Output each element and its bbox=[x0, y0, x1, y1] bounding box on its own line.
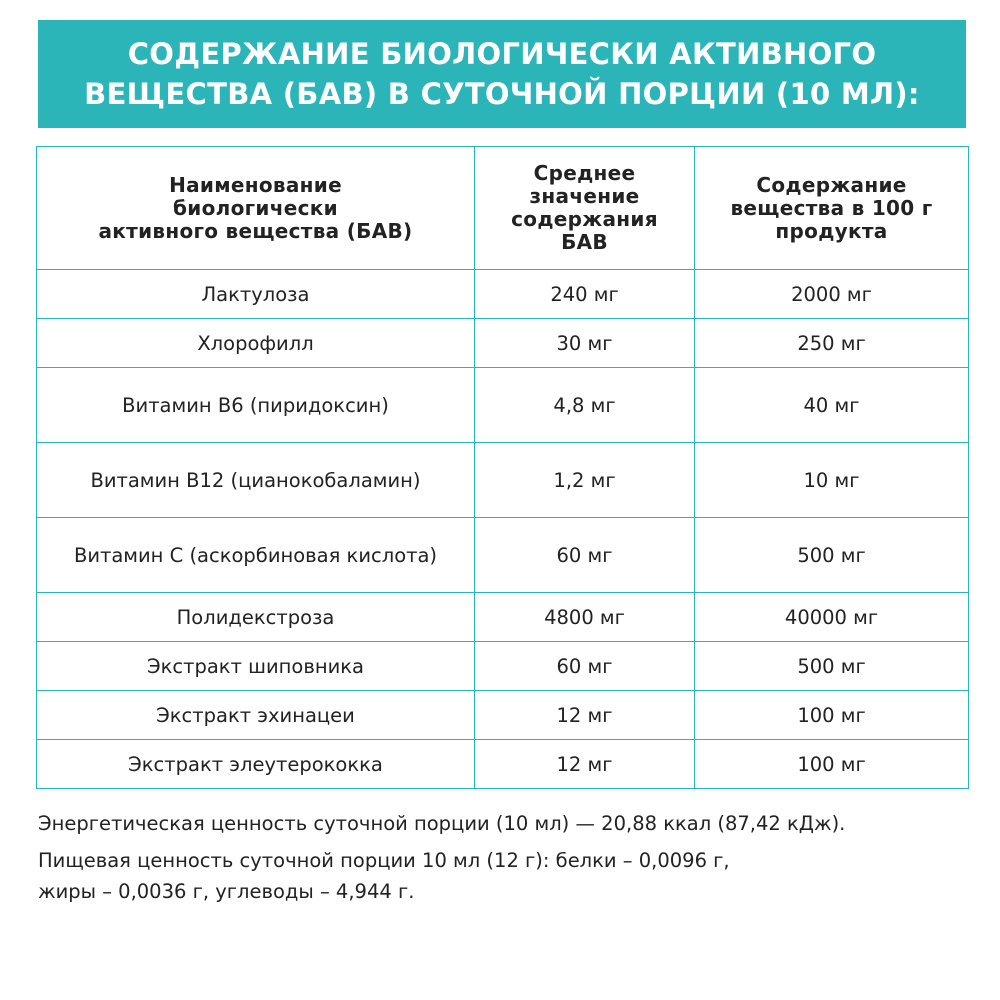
header-average-content bbox=[475, 147, 695, 270]
header-text-line: Содержание bbox=[756, 172, 907, 197]
nutrition-value-text-line-1: Пищевая ценность суточной порции 10 мл (12 г): белки – 0,0096 г, bbox=[38, 849, 730, 872]
table-row bbox=[37, 319, 969, 368]
header-text-line: содержания bbox=[511, 207, 658, 231]
header-content-per-100g bbox=[695, 147, 969, 270]
cell-per-100g: 250 мг bbox=[695, 319, 969, 368]
energy-value-text: Энергетическая ценность суточной порции (10 мл) — 20,88 ккал (87,42 кДж). bbox=[38, 812, 846, 835]
cell-average: 240 мг bbox=[475, 270, 695, 319]
table-row bbox=[37, 691, 969, 740]
cell-substance: Полидекстроза bbox=[37, 593, 475, 642]
banner-title-line-1: СОДЕРЖАНИЕ БИОЛОГИЧЕСКИ АКТИВНОГО bbox=[127, 37, 877, 71]
cell-average: 4800 мг bbox=[475, 593, 695, 642]
header-text-line: биологически bbox=[173, 195, 338, 220]
cell-substance: Экстракт элеутерококка bbox=[37, 740, 475, 789]
cell-substance: Витамин С (аскорбиновая кислота) bbox=[37, 518, 475, 593]
header-text-line: продукта bbox=[775, 218, 888, 243]
cell-per-100g: 10 мг bbox=[695, 443, 969, 518]
nutrition-footer bbox=[38, 808, 978, 907]
table-row bbox=[37, 740, 969, 789]
cell-substance: Экстракт шиповника bbox=[37, 642, 475, 691]
header-substance-name bbox=[37, 147, 475, 270]
cell-average: 1,2 мг bbox=[475, 443, 695, 518]
header-text-line: БАВ bbox=[561, 230, 608, 254]
cell-per-100g: 100 мг bbox=[695, 691, 969, 740]
cell-per-100g: 100 мг bbox=[695, 740, 969, 789]
table-header-row bbox=[37, 147, 969, 270]
title-banner bbox=[38, 20, 966, 128]
table-row bbox=[37, 443, 969, 518]
cell-average: 12 мг bbox=[475, 740, 695, 789]
table-row bbox=[37, 270, 969, 319]
table-row bbox=[37, 368, 969, 443]
banner-title-line-2: ВЕЩЕСТВА (БАВ) В СУТОЧНОЙ ПОРЦИИ (10 МЛ): bbox=[84, 77, 920, 111]
cell-per-100g: 40000 мг bbox=[695, 593, 969, 642]
cell-average: 60 мг bbox=[475, 642, 695, 691]
cell-per-100g: 500 мг bbox=[695, 642, 969, 691]
header-text-line: вещества в 100 г bbox=[730, 195, 933, 220]
cell-average: 30 мг bbox=[475, 319, 695, 368]
cell-average: 60 мг bbox=[475, 518, 695, 593]
table-row bbox=[37, 593, 969, 642]
cell-average: 12 мг bbox=[475, 691, 695, 740]
cell-average: 4,8 мг bbox=[475, 368, 695, 443]
nutrition-value-text-line-2: жиры – 0,0036 г, углеводы – 4,944 г. bbox=[38, 880, 415, 903]
header-text-line: Среднее bbox=[533, 161, 636, 185]
header-text-line: активного вещества (БАВ) bbox=[98, 218, 413, 243]
cell-substance: Хлорофилл bbox=[37, 319, 475, 368]
cell-per-100g: 500 мг bbox=[695, 518, 969, 593]
cell-per-100g: 40 мг bbox=[695, 368, 969, 443]
cell-substance: Витамин В12 (цианокобаламин) bbox=[37, 443, 475, 518]
cell-substance: Витамин В6 (пиридоксин) bbox=[37, 368, 475, 443]
cell-substance: Лактулоза bbox=[37, 270, 475, 319]
table-row bbox=[37, 518, 969, 593]
header-text-line: Наименование bbox=[169, 172, 342, 197]
cell-substance: Экстракт эхинацеи bbox=[37, 691, 475, 740]
bav-content-table bbox=[36, 146, 969, 789]
cell-per-100g: 2000 мг bbox=[695, 270, 969, 319]
table-row bbox=[37, 642, 969, 691]
header-text-line: значение bbox=[529, 184, 640, 208]
